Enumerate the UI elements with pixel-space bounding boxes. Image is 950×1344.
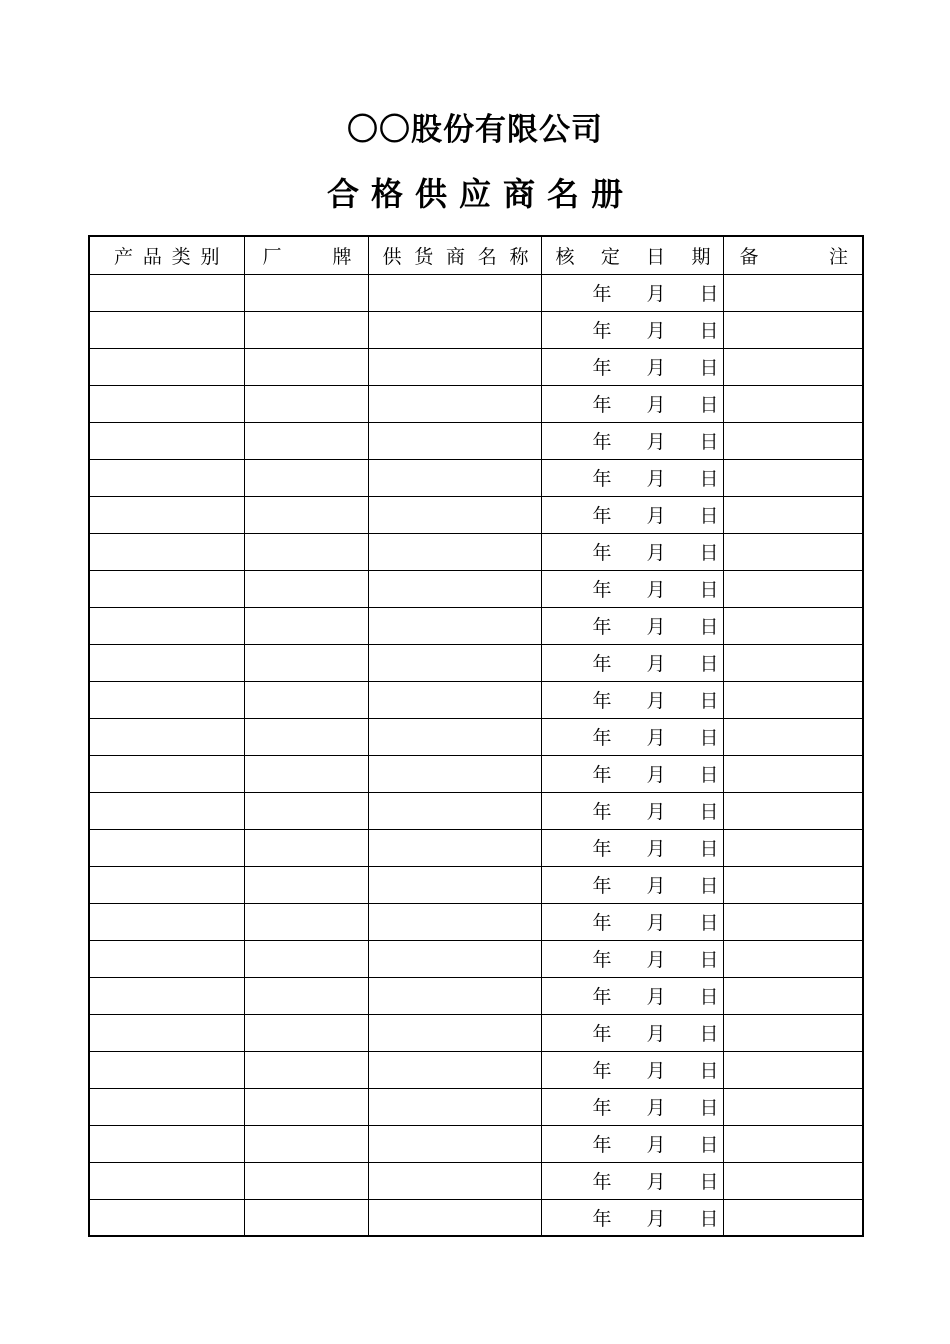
date-fields bbox=[542, 793, 723, 829]
product-category-cell[interactable] bbox=[89, 792, 244, 829]
header-char: 类 bbox=[171, 245, 191, 268]
date-month-label: 月 bbox=[646, 579, 666, 601]
supplier-name-cell[interactable] bbox=[368, 644, 541, 681]
remarks-cell[interactable] bbox=[723, 940, 863, 977]
date-fields bbox=[542, 830, 723, 866]
product-category-cell[interactable] bbox=[89, 570, 244, 607]
brand-cell[interactable] bbox=[244, 1162, 368, 1199]
roster-body bbox=[89, 274, 863, 1236]
date-year-label: 年 bbox=[592, 690, 612, 712]
date-fields bbox=[542, 904, 723, 940]
approval-date-cell[interactable] bbox=[541, 644, 723, 681]
supplier-name-cell[interactable] bbox=[368, 903, 541, 940]
date-year-label: 年 bbox=[592, 727, 612, 749]
approval-date-cell[interactable] bbox=[541, 681, 723, 718]
table-row bbox=[89, 1014, 863, 1051]
header-char: 品 bbox=[142, 245, 162, 268]
product-category-cell[interactable] bbox=[89, 681, 244, 718]
date-month-label: 月 bbox=[646, 1207, 666, 1230]
date-month-label: 月 bbox=[646, 690, 666, 712]
date-month-label: 月 bbox=[646, 838, 666, 860]
brand-cell[interactable] bbox=[244, 1051, 368, 1088]
product-category-cell[interactable] bbox=[89, 1014, 244, 1051]
brand-cell[interactable] bbox=[244, 1014, 368, 1051]
remarks-cell[interactable] bbox=[723, 385, 863, 422]
table-row bbox=[89, 1162, 863, 1199]
table-row bbox=[89, 1088, 863, 1125]
date-fields bbox=[542, 941, 723, 977]
supplier-name-cell[interactable] bbox=[368, 570, 541, 607]
date-year-label: 年 bbox=[592, 1171, 612, 1193]
date-month-label: 月 bbox=[646, 1097, 666, 1119]
date-month-label: 月 bbox=[646, 1134, 666, 1156]
approval-date-cell[interactable] bbox=[541, 755, 723, 792]
header-approval-date-label bbox=[542, 237, 723, 274]
table-row bbox=[89, 755, 863, 792]
remarks-cell[interactable] bbox=[723, 348, 863, 385]
brand-cell[interactable] bbox=[244, 718, 368, 755]
date-year-label: 年 bbox=[592, 653, 612, 675]
header-char: 产 bbox=[114, 245, 134, 268]
product-category-cell[interactable] bbox=[89, 607, 244, 644]
remarks-cell[interactable] bbox=[723, 1199, 863, 1236]
supplier-name-cell[interactable] bbox=[368, 422, 541, 459]
remarks-cell[interactable] bbox=[723, 422, 863, 459]
date-year-label: 年 bbox=[592, 1023, 612, 1045]
product-category-cell[interactable] bbox=[89, 644, 244, 681]
header-brand-label bbox=[245, 237, 368, 274]
remarks-cell[interactable] bbox=[723, 792, 863, 829]
date-fields bbox=[542, 1200, 723, 1236]
table-row bbox=[89, 274, 863, 311]
header-remarks bbox=[723, 236, 863, 274]
date-fields bbox=[542, 460, 723, 496]
date-day-label: 日 bbox=[699, 653, 719, 675]
table-row bbox=[89, 533, 863, 570]
product-category-cell[interactable] bbox=[89, 1125, 244, 1162]
brand-cell[interactable] bbox=[244, 866, 368, 903]
header-product-category-label bbox=[90, 237, 244, 274]
approval-date-cell[interactable] bbox=[541, 940, 723, 977]
remarks-cell[interactable] bbox=[723, 274, 863, 311]
table-row bbox=[89, 422, 863, 459]
remarks-cell[interactable] bbox=[723, 1162, 863, 1199]
table-row bbox=[89, 459, 863, 496]
header-product-category bbox=[89, 236, 244, 274]
date-year-label: 年 bbox=[592, 616, 612, 638]
date-day-label: 日 bbox=[699, 431, 719, 453]
approval-date-cell[interactable] bbox=[541, 1088, 723, 1125]
date-month-label: 月 bbox=[646, 505, 666, 527]
supplier-name-cell[interactable] bbox=[368, 1199, 541, 1236]
remarks-cell[interactable] bbox=[723, 1125, 863, 1162]
date-day-label: 日 bbox=[699, 838, 719, 860]
date-day-label: 日 bbox=[699, 468, 719, 490]
brand-cell[interactable] bbox=[244, 496, 368, 533]
date-fields bbox=[542, 312, 723, 348]
header-approval-date bbox=[541, 236, 723, 274]
date-day-label: 日 bbox=[699, 1207, 719, 1230]
date-month-label: 月 bbox=[646, 283, 666, 305]
supplier-name-cell[interactable] bbox=[368, 977, 541, 1014]
header-char: 核 bbox=[555, 245, 575, 268]
approval-date-cell[interactable] bbox=[541, 496, 723, 533]
product-category-cell[interactable] bbox=[89, 274, 244, 311]
supplier-name-cell[interactable] bbox=[368, 792, 541, 829]
approval-date-cell[interactable] bbox=[541, 422, 723, 459]
approval-date-cell[interactable] bbox=[541, 903, 723, 940]
remarks-cell[interactable] bbox=[723, 496, 863, 533]
product-category-cell[interactable] bbox=[89, 1088, 244, 1125]
approval-date-cell[interactable] bbox=[541, 385, 723, 422]
supplier-name-cell[interactable] bbox=[368, 607, 541, 644]
brand-cell[interactable] bbox=[244, 829, 368, 866]
remarks-cell[interactable] bbox=[723, 311, 863, 348]
date-fields bbox=[542, 645, 723, 681]
date-fields bbox=[542, 423, 723, 459]
date-fields bbox=[542, 1015, 723, 1051]
remarks-cell[interactable] bbox=[723, 903, 863, 940]
date-day-label: 日 bbox=[699, 912, 719, 934]
date-year-label: 年 bbox=[592, 431, 612, 453]
product-category-cell[interactable] bbox=[89, 385, 244, 422]
product-category-cell[interactable] bbox=[89, 755, 244, 792]
supplier-roster-table bbox=[88, 235, 864, 1237]
date-day-label: 日 bbox=[699, 690, 719, 712]
table-row bbox=[89, 866, 863, 903]
date-year-label: 年 bbox=[592, 838, 612, 860]
date-month-label: 月 bbox=[646, 949, 666, 971]
remarks-cell[interactable] bbox=[723, 866, 863, 903]
header-char: 商 bbox=[445, 245, 465, 268]
brand-cell[interactable] bbox=[244, 1199, 368, 1236]
brand-cell[interactable] bbox=[244, 348, 368, 385]
header-supplier-name-label bbox=[369, 237, 541, 274]
remarks-cell[interactable] bbox=[723, 570, 863, 607]
product-category-cell[interactable] bbox=[89, 311, 244, 348]
table-row bbox=[89, 644, 863, 681]
date-day-label: 日 bbox=[699, 764, 719, 786]
date-year-label: 年 bbox=[592, 949, 612, 971]
header-char: 供 bbox=[382, 245, 402, 268]
date-day-label: 日 bbox=[699, 394, 719, 416]
header-char: 别 bbox=[200, 245, 220, 268]
product-category-cell[interactable] bbox=[89, 496, 244, 533]
supplier-name-cell[interactable] bbox=[368, 1125, 541, 1162]
date-year-label: 年 bbox=[592, 912, 612, 934]
date-fields bbox=[542, 719, 723, 755]
product-category-cell[interactable] bbox=[89, 718, 244, 755]
date-year-label: 年 bbox=[592, 1134, 612, 1156]
product-category-cell[interactable] bbox=[89, 422, 244, 459]
date-year-label: 年 bbox=[592, 1060, 612, 1082]
date-day-label: 日 bbox=[699, 1134, 719, 1156]
remarks-cell[interactable] bbox=[723, 977, 863, 1014]
approval-date-cell[interactable] bbox=[541, 1014, 723, 1051]
header-row bbox=[89, 236, 863, 274]
approval-date-cell[interactable] bbox=[541, 977, 723, 1014]
date-year-label: 年 bbox=[592, 764, 612, 786]
header-char: 日 bbox=[646, 245, 666, 268]
date-day-label: 日 bbox=[699, 801, 719, 823]
date-day-label: 日 bbox=[699, 986, 719, 1008]
date-day-label: 日 bbox=[699, 357, 719, 379]
date-year-label: 年 bbox=[592, 1207, 612, 1230]
date-year-label: 年 bbox=[592, 801, 612, 823]
product-category-cell[interactable] bbox=[89, 977, 244, 1014]
date-day-label: 日 bbox=[699, 727, 719, 749]
header-char: 备 bbox=[739, 245, 759, 268]
brand-cell[interactable] bbox=[244, 533, 368, 570]
date-fields bbox=[542, 608, 723, 644]
header-char: 厂 bbox=[262, 245, 282, 268]
brand-cell[interactable] bbox=[244, 607, 368, 644]
date-day-label: 日 bbox=[699, 505, 719, 527]
table-row bbox=[89, 792, 863, 829]
product-category-cell[interactable] bbox=[89, 459, 244, 496]
supplier-name-cell[interactable] bbox=[368, 681, 541, 718]
date-year-label: 年 bbox=[592, 320, 612, 342]
table-row bbox=[89, 496, 863, 533]
date-year-label: 年 bbox=[592, 579, 612, 601]
supplier-name-cell[interactable] bbox=[368, 755, 541, 792]
remarks-cell[interactable] bbox=[723, 607, 863, 644]
brand-cell[interactable] bbox=[244, 903, 368, 940]
brand-cell[interactable] bbox=[244, 792, 368, 829]
date-fields bbox=[542, 1163, 723, 1199]
remarks-cell[interactable] bbox=[723, 459, 863, 496]
product-category-cell[interactable] bbox=[89, 1199, 244, 1236]
table-row bbox=[89, 903, 863, 940]
date-month-label: 月 bbox=[646, 912, 666, 934]
product-category-cell[interactable] bbox=[89, 1051, 244, 1088]
approval-date-cell[interactable] bbox=[541, 459, 723, 496]
date-day-label: 日 bbox=[699, 579, 719, 601]
header-supplier-name bbox=[368, 236, 541, 274]
date-year-label: 年 bbox=[592, 875, 612, 897]
date-day-label: 日 bbox=[699, 1060, 719, 1082]
date-fields bbox=[542, 978, 723, 1014]
product-category-cell[interactable] bbox=[89, 940, 244, 977]
date-month-label: 月 bbox=[646, 1023, 666, 1045]
approval-date-cell[interactable] bbox=[541, 533, 723, 570]
date-month-label: 月 bbox=[646, 875, 666, 897]
date-day-label: 日 bbox=[699, 542, 719, 564]
remarks-cell[interactable] bbox=[723, 829, 863, 866]
date-month-label: 月 bbox=[646, 764, 666, 786]
document-title: 合格供应商名册 bbox=[326, 175, 635, 213]
product-category-cell[interactable] bbox=[89, 348, 244, 385]
supplier-name-cell[interactable] bbox=[368, 348, 541, 385]
product-category-cell[interactable] bbox=[89, 533, 244, 570]
brand-cell[interactable] bbox=[244, 385, 368, 422]
date-day-label: 日 bbox=[699, 616, 719, 638]
date-fields bbox=[542, 497, 723, 533]
header-char: 期 bbox=[691, 245, 711, 268]
remarks-cell[interactable] bbox=[723, 644, 863, 681]
remarks-cell[interactable] bbox=[723, 1088, 863, 1125]
brand-cell[interactable] bbox=[244, 570, 368, 607]
date-day-label: 日 bbox=[699, 949, 719, 971]
date-day-label: 日 bbox=[699, 1171, 719, 1193]
date-day-label: 日 bbox=[699, 875, 719, 897]
table-row bbox=[89, 385, 863, 422]
table-row bbox=[89, 607, 863, 644]
supplier-name-cell[interactable] bbox=[368, 940, 541, 977]
brand-cell[interactable] bbox=[244, 940, 368, 977]
company-title: 〇〇股份有限公司 bbox=[347, 112, 603, 148]
table-row bbox=[89, 1051, 863, 1088]
header-char: 注 bbox=[828, 245, 848, 268]
date-month-label: 月 bbox=[646, 653, 666, 675]
brand-cell[interactable] bbox=[244, 274, 368, 311]
brand-cell[interactable] bbox=[244, 644, 368, 681]
product-category-cell[interactable] bbox=[89, 829, 244, 866]
table-row bbox=[89, 1199, 863, 1236]
date-fields bbox=[542, 1052, 723, 1088]
supplier-name-cell[interactable] bbox=[368, 459, 541, 496]
date-fields bbox=[542, 386, 723, 422]
date-year-label: 年 bbox=[592, 505, 612, 527]
table-row bbox=[89, 681, 863, 718]
approval-date-cell[interactable] bbox=[541, 607, 723, 644]
product-category-cell[interactable] bbox=[89, 866, 244, 903]
table-row bbox=[89, 718, 863, 755]
supplier-name-cell[interactable] bbox=[368, 829, 541, 866]
brand-cell[interactable] bbox=[244, 681, 368, 718]
date-year-label: 年 bbox=[592, 283, 612, 305]
brand-cell[interactable] bbox=[244, 1088, 368, 1125]
brand-cell[interactable] bbox=[244, 422, 368, 459]
date-day-label: 日 bbox=[699, 1023, 719, 1045]
date-month-label: 月 bbox=[646, 320, 666, 342]
approval-date-cell[interactable] bbox=[541, 866, 723, 903]
approval-date-cell[interactable] bbox=[541, 570, 723, 607]
header-char: 货 bbox=[414, 245, 434, 268]
date-month-label: 月 bbox=[646, 431, 666, 453]
supplier-name-cell[interactable] bbox=[368, 1162, 541, 1199]
header-brand bbox=[244, 236, 368, 274]
supplier-name-cell[interactable] bbox=[368, 385, 541, 422]
supplier-name-cell[interactable] bbox=[368, 1051, 541, 1088]
brand-cell[interactable] bbox=[244, 755, 368, 792]
table-row bbox=[89, 977, 863, 1014]
brand-cell[interactable] bbox=[244, 311, 368, 348]
date-fields bbox=[542, 349, 723, 385]
approval-date-cell[interactable] bbox=[541, 1199, 723, 1236]
date-year-label: 年 bbox=[592, 394, 612, 416]
date-day-label: 日 bbox=[699, 320, 719, 342]
date-month-label: 月 bbox=[646, 468, 666, 490]
table-row bbox=[89, 570, 863, 607]
date-fields bbox=[542, 682, 723, 718]
table-row bbox=[89, 829, 863, 866]
date-month-label: 月 bbox=[646, 801, 666, 823]
approval-date-cell[interactable] bbox=[541, 274, 723, 311]
supplier-name-cell[interactable] bbox=[368, 866, 541, 903]
remarks-cell[interactable] bbox=[723, 1051, 863, 1088]
remarks-cell[interactable] bbox=[723, 718, 863, 755]
supplier-name-cell[interactable] bbox=[368, 496, 541, 533]
brand-cell[interactable] bbox=[244, 977, 368, 1014]
date-year-label: 年 bbox=[592, 468, 612, 490]
date-year-label: 年 bbox=[592, 542, 612, 564]
date-fields bbox=[542, 756, 723, 792]
approval-date-cell[interactable] bbox=[541, 829, 723, 866]
date-year-label: 年 bbox=[592, 357, 612, 379]
supplier-name-cell[interactable] bbox=[368, 274, 541, 311]
brand-cell[interactable] bbox=[244, 1125, 368, 1162]
supplier-name-cell[interactable] bbox=[368, 718, 541, 755]
remarks-cell[interactable] bbox=[723, 755, 863, 792]
table-row bbox=[89, 311, 863, 348]
approval-date-cell[interactable] bbox=[541, 792, 723, 829]
date-month-label: 月 bbox=[646, 1060, 666, 1082]
approval-date-cell[interactable] bbox=[541, 718, 723, 755]
date-month-label: 月 bbox=[646, 727, 666, 749]
date-month-label: 月 bbox=[646, 394, 666, 416]
approval-date-cell[interactable] bbox=[541, 348, 723, 385]
product-category-cell[interactable] bbox=[89, 1162, 244, 1199]
brand-cell[interactable] bbox=[244, 459, 368, 496]
date-day-label: 日 bbox=[699, 283, 719, 305]
date-fields bbox=[542, 534, 723, 570]
approval-date-cell[interactable] bbox=[541, 1162, 723, 1199]
date-year-label: 年 bbox=[592, 986, 612, 1008]
approval-date-cell[interactable] bbox=[541, 1125, 723, 1162]
header-char: 称 bbox=[509, 245, 529, 268]
remarks-cell[interactable] bbox=[723, 681, 863, 718]
date-month-label: 月 bbox=[646, 986, 666, 1008]
remarks-cell[interactable] bbox=[723, 1014, 863, 1051]
product-category-cell[interactable] bbox=[89, 903, 244, 940]
header-char: 定 bbox=[600, 245, 620, 268]
date-month-label: 月 bbox=[646, 357, 666, 379]
date-fields bbox=[542, 867, 723, 903]
date-day-label: 日 bbox=[699, 1097, 719, 1119]
supplier-name-cell[interactable] bbox=[368, 1014, 541, 1051]
approval-date-cell[interactable] bbox=[541, 1051, 723, 1088]
table-row bbox=[89, 1125, 863, 1162]
header-char: 牌 bbox=[332, 245, 352, 268]
table-row bbox=[89, 940, 863, 977]
table-row bbox=[89, 348, 863, 385]
header-char: 名 bbox=[477, 245, 497, 268]
supplier-name-cell[interactable] bbox=[368, 533, 541, 570]
supplier-name-cell[interactable] bbox=[368, 311, 541, 348]
date-month-label: 月 bbox=[646, 616, 666, 638]
date-fields bbox=[542, 1089, 723, 1125]
date-fields bbox=[542, 571, 723, 607]
date-month-label: 月 bbox=[646, 542, 666, 564]
date-year-label: 年 bbox=[592, 1097, 612, 1119]
date-fields bbox=[542, 275, 723, 311]
supplier-name-cell[interactable] bbox=[368, 1088, 541, 1125]
date-fields bbox=[542, 1126, 723, 1162]
date-month-label: 月 bbox=[646, 1171, 666, 1193]
remarks-cell[interactable] bbox=[723, 533, 863, 570]
approval-date-cell[interactable] bbox=[541, 311, 723, 348]
header-remarks-label bbox=[724, 237, 863, 274]
